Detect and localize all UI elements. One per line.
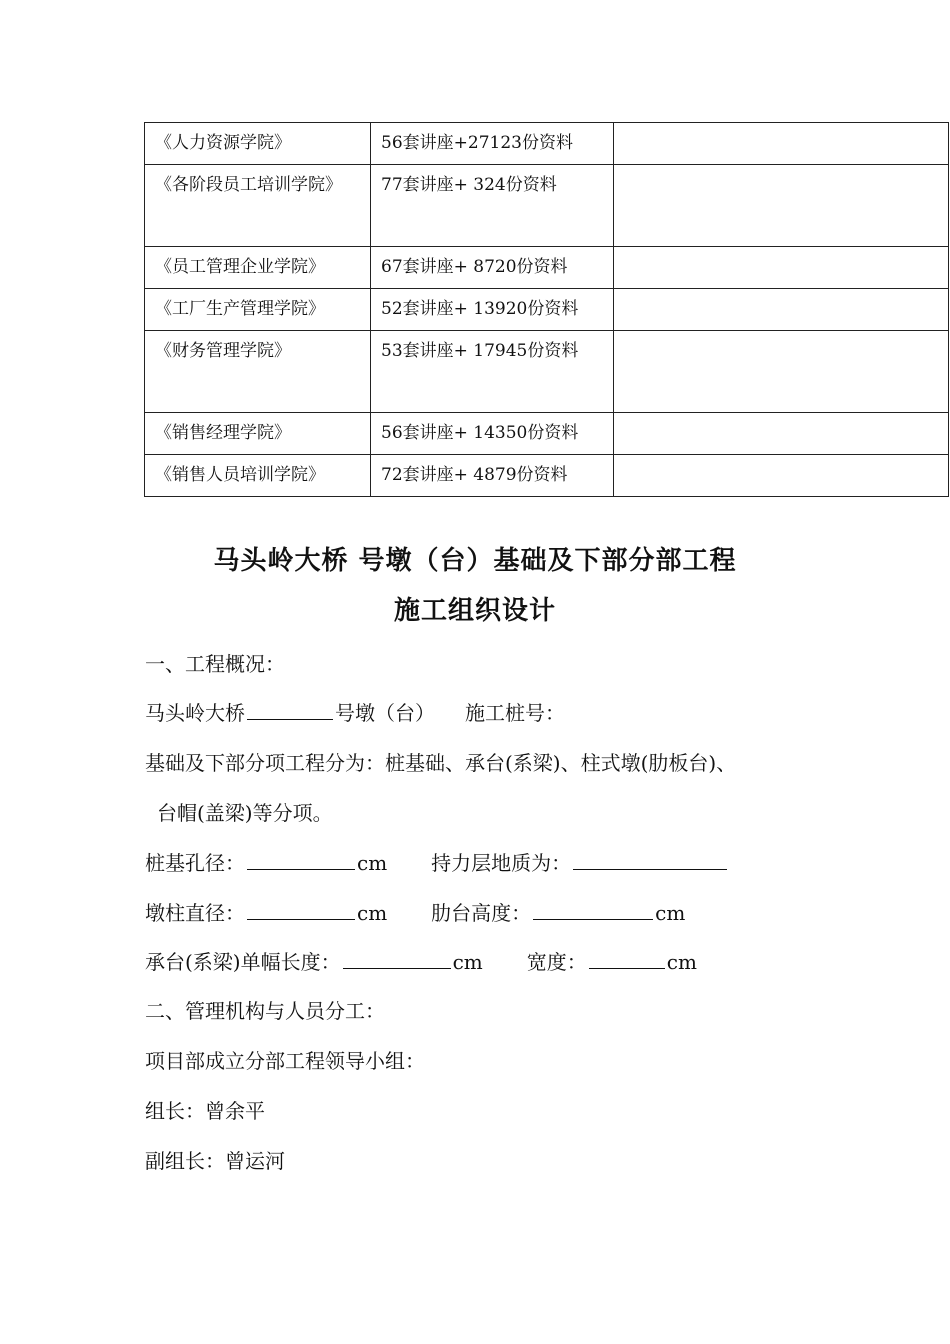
table-row	[145, 247, 949, 289]
subitems-line-1: 基础及下部分项工程分为：桩基础、承台(系梁)、柱式墩(肋板台)、	[145, 751, 737, 775]
course-name-cell: 《销售人员培训学院》	[145, 455, 371, 497]
leader-line: 组长：曾余平	[145, 1099, 265, 1123]
course-name-cell: 《员工管理企业学院》	[145, 247, 371, 289]
pile-diameter-label: 桩基孔径：	[145, 851, 245, 875]
course-name-cell: 《各阶段员工培训学院》	[145, 165, 371, 247]
bridge-prefix: 马头岭大桥	[145, 701, 245, 725]
bearing-layer-blank	[573, 849, 727, 870]
document-subtitle: 施工组织设计	[393, 596, 556, 626]
course-note-cell	[614, 123, 949, 165]
course-name-cell: 《工厂生产管理学院》	[145, 289, 371, 331]
table-row	[145, 455, 949, 497]
course-content-cell: 67套讲座+ 8720份资料	[371, 247, 614, 289]
bridge-line	[145, 697, 565, 726]
pier-number-blank	[247, 699, 333, 720]
course-content-cell: 72套讲座+ 4879份资料	[371, 455, 614, 497]
course-content-cell: 56套讲座+27123份资料	[371, 123, 614, 165]
section2-heading: 二、管理机构与人员分工：	[145, 999, 385, 1023]
course-note-cell	[614, 165, 949, 247]
table-row	[145, 123, 949, 165]
width-blank	[589, 948, 665, 969]
unit-cm: cm	[655, 901, 686, 925]
rib-height-label: 肋台高度：	[431, 901, 532, 925]
pile-diameter-blank	[247, 849, 355, 870]
pile-line	[145, 847, 729, 876]
course-name-cell: 《销售经理学院》	[145, 413, 371, 455]
rib-height-blank	[533, 899, 653, 920]
course-note-cell	[614, 289, 949, 331]
cap-length-blank	[343, 948, 451, 969]
course-name-cell: 《人力资源学院》	[145, 123, 371, 165]
bearing-layer-label: 持力层地质为：	[431, 851, 572, 875]
course-content-cell: 77套讲座+ 324份资料	[371, 165, 614, 247]
bridge-suffix: 号墩（台）	[335, 701, 435, 725]
course-table	[144, 122, 949, 497]
subitems-line-2: 台帽(盖梁)等分项。	[157, 801, 333, 825]
course-name-cell: 《财务管理学院》	[145, 331, 371, 413]
table-row	[145, 331, 949, 413]
cap-line	[145, 946, 697, 975]
course-content-cell: 53套讲座+ 17945份资料	[371, 331, 614, 413]
pier-diameter-label: 墩柱直径：	[145, 901, 245, 925]
unit-cm: cm	[452, 950, 483, 974]
table-row	[145, 165, 949, 247]
course-note-cell	[614, 455, 949, 497]
course-content-cell: 56套讲座+ 14350份资料	[371, 413, 614, 455]
unit-cm: cm	[357, 901, 388, 925]
width-label: 宽度：	[526, 950, 587, 974]
deputy-leader-line: 副组长：曾运河	[145, 1149, 285, 1173]
pier-line	[145, 897, 685, 926]
table-row	[145, 289, 949, 331]
pier-diameter-blank	[247, 899, 355, 920]
course-note-cell	[614, 331, 949, 413]
unit-cm: cm	[666, 950, 697, 974]
cap-length-label: 承台(系梁)单幅长度：	[145, 950, 341, 974]
section1-heading: 一、工程概况：	[145, 652, 285, 676]
unit-cm: cm	[357, 851, 388, 875]
course-content-cell: 52套讲座+ 13920份资料	[371, 289, 614, 331]
course-note-cell	[614, 413, 949, 455]
table-row	[145, 413, 949, 455]
station-label: 施工桩号：	[465, 701, 565, 725]
course-note-cell	[614, 247, 949, 289]
document-title: 马头岭大桥 号墩（台）基础及下部分部工程	[213, 546, 737, 576]
group-intro: 项目部成立分部工程领导小组：	[145, 1049, 425, 1073]
